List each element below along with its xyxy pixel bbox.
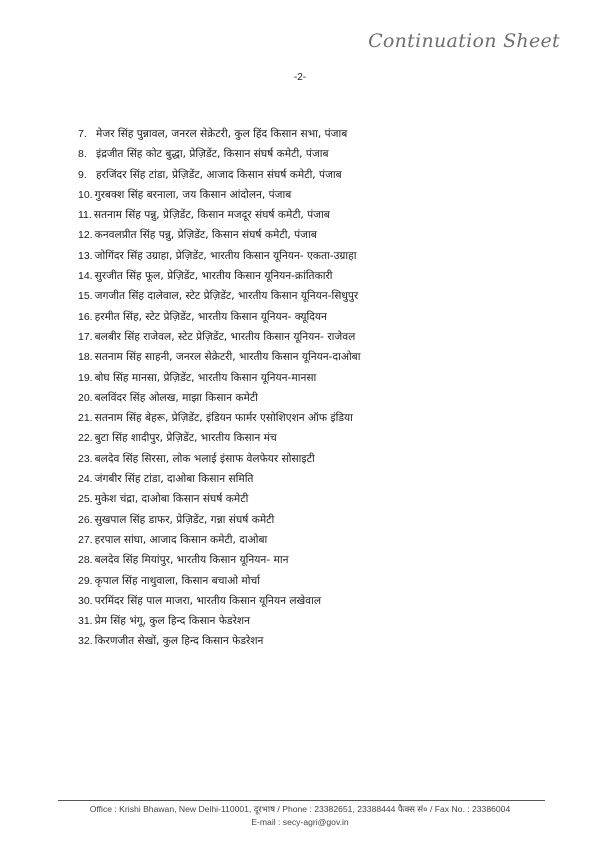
list-item-number: 28. bbox=[78, 554, 93, 567]
list-item-text: मुकेश चंद्रा, दाओबा किसान संघर्ष कमेटी bbox=[94, 493, 249, 506]
list-item-number: 30. bbox=[78, 594, 93, 607]
list-item-number: 26. bbox=[78, 513, 93, 526]
list-item bbox=[78, 368, 558, 388]
list-item-number: 29. bbox=[78, 574, 93, 587]
list-item-number: 9. bbox=[78, 168, 87, 181]
list-item-number: 18. bbox=[78, 351, 93, 364]
list-item-number: 31. bbox=[78, 615, 93, 628]
list-item-text: हरजिंदर सिंह टांडा, प्रेज़िडेंट, आजाद किसान संघर्ष कमेटी, पंजाब bbox=[96, 168, 342, 181]
list-item bbox=[78, 144, 558, 164]
list-item bbox=[78, 327, 558, 347]
list-item bbox=[78, 591, 558, 611]
list-item bbox=[78, 246, 558, 266]
footer-email-line: E-mail : secy-agri@gov.in bbox=[251, 817, 349, 827]
list-item bbox=[78, 124, 558, 144]
list-item bbox=[78, 489, 558, 509]
list-item bbox=[78, 225, 558, 245]
list-item-number: 23. bbox=[78, 452, 93, 465]
list-item bbox=[78, 449, 558, 469]
list-item-number: 11. bbox=[78, 209, 92, 222]
list-item-number: 15. bbox=[78, 290, 93, 303]
list-item-number: 16. bbox=[78, 310, 93, 323]
list-item-text: परमिंदर सिंह पाल माजरा, भारतीय किसान यूनियन लखेवाल bbox=[94, 594, 321, 607]
list-item-text: बलबीर सिंह राजेवल, स्टेट प्रेज़िडेंट, भारतीय किसान यूनियन- राजेवल bbox=[94, 330, 356, 343]
list-item-number: 22. bbox=[78, 432, 93, 445]
list-item bbox=[78, 347, 558, 367]
list-item bbox=[78, 185, 558, 205]
list-item-text: कृपाल सिंह नाथुवाला, किसान बचाओ मोर्चा bbox=[94, 574, 260, 587]
list-item-text: जगजीत सिंह दालेवाल, स्टेट प्रेज़िडेंट, भारतीय किसान यूनियन-सिधुपुर bbox=[94, 290, 359, 303]
list-item-text: जोगिंदर सिंह उग्राहा, प्रेज़िडेंट, भारतीय किसान यूनियन- एकता-उग्राहा bbox=[94, 249, 357, 262]
list-item-number: 32. bbox=[78, 635, 93, 648]
list-item-number: 13. bbox=[78, 249, 93, 262]
list-item-text: सतनाम सिंह साहनी, जनरल सेक्रेटरी, भारतीय किसान यूनियन-दाओबा bbox=[94, 351, 361, 364]
page-number: -2- bbox=[293, 72, 307, 83]
list-item-text: बलदेव सिंह मियांपुर, भारतीय किसान यूनियन- मान bbox=[94, 554, 289, 567]
list-item-text: सतनाम सिंह पन्नु, प्रेज़िडेंट, किसान मजदूर संघर्ष कमेटी, पंजाब bbox=[93, 209, 330, 222]
list-item-text: बलविंदर सिंह ओलख, माझा किसान कमेटी bbox=[94, 391, 258, 404]
list-item bbox=[78, 550, 558, 570]
footer bbox=[0, 803, 600, 829]
list-item-number: 19. bbox=[78, 371, 93, 384]
list-item-text: मेजर सिंह पुन्नावल, जनरल सेक्रेटरी, कुल हिंद किसान सभा, पंजाब bbox=[96, 128, 348, 140]
list-item bbox=[78, 165, 558, 185]
list-item-text: बलदेव सिंह सिरसा, लोक भलाई इंसाफ वेलफेयर सोसाइटी bbox=[94, 452, 315, 465]
list-item-number: 8. bbox=[78, 148, 87, 161]
list-item bbox=[78, 510, 558, 530]
list-item-text: सुरजीत सिंह फूल, प्रेज़िडेंट, भारतीय किसान यूनियन-क्रांतिकारी bbox=[94, 270, 333, 283]
list-item-number: 25. bbox=[78, 493, 93, 506]
list-item bbox=[78, 307, 558, 327]
footer-divider bbox=[58, 800, 545, 801]
list-item bbox=[78, 611, 558, 631]
list-item-text: बुटा सिंह शादीपुर, प्रेज़िडेंट, भारतीय किसान मंच bbox=[94, 432, 277, 445]
list-item bbox=[78, 286, 558, 306]
list-item-text: बोघ सिंह मानसा, प्रेज़िडेंट, भारतीय किसान यूनियन-मानसा bbox=[94, 371, 317, 384]
list-item bbox=[78, 408, 558, 428]
list-item-number: 12. bbox=[78, 229, 93, 242]
footer-address-line: Office : Krishi Bhawan, New Delhi-110001, दूरभाष / Phone : 23382651, 23388444 फैक्स सं० / Fax No. : 23386004 bbox=[89, 804, 511, 814]
list-item-text: किरणजीत सेखों, कुल हिन्द किसान फेडरेशन bbox=[94, 635, 264, 648]
continuation-sheet-label: Continuation Sheet bbox=[368, 30, 560, 52]
list-item-number: 10. bbox=[78, 188, 93, 201]
list-item bbox=[78, 571, 558, 591]
list-item-number: 21. bbox=[78, 412, 93, 425]
list-item-text: हरपाल सांघा, आजाद किसान कमेटी, दाओबा bbox=[94, 533, 268, 546]
list-item-number: 27. bbox=[78, 533, 93, 546]
list-item-text: सुखपाल सिंह डाफर, प्रेज़िडेंट, गन्ना संघर्ष कमेटी bbox=[94, 513, 275, 526]
list-item-text: गुरबक्श सिंह बरनाला, जय किसान आंदोलन, पंजाब bbox=[94, 188, 292, 201]
list-item-number: 24. bbox=[78, 473, 93, 486]
list-item-number: 17. bbox=[78, 330, 93, 343]
list-item bbox=[78, 388, 558, 408]
list-item-number: 20. bbox=[78, 391, 93, 404]
list-item-text: हरमीत सिंह, स्टेट प्रेज़िडेंट, भारतीय किसान यूनियन- क्यूदियन bbox=[94, 310, 327, 323]
list-item-number: 7. bbox=[78, 128, 87, 140]
list-item-text: जंगबीर सिंह टांडा, दाओबा किसान समिति bbox=[94, 473, 254, 486]
list-item-text: कनवलप्रीत सिंह पन्नु, प्रेज़िडेंट, किसान संघर्ष कमेटी, पंजाब bbox=[94, 229, 317, 242]
list-item-text: इंद्रजीत सिंह कोट बुद्धा, प्रेज़िडेंट, किसान संघर्ष कमेटी, पंजाब bbox=[96, 148, 329, 161]
list-item bbox=[78, 469, 558, 489]
list-item bbox=[78, 530, 558, 550]
list-item bbox=[78, 428, 558, 448]
list-item bbox=[78, 631, 558, 651]
list-item-text: सतनाम सिंह बेहरू, प्रेज़िडेंट, इंडियन फार्मर एसोशिएशन ऑफ इंडिया bbox=[94, 412, 353, 425]
list-item-number: 14. bbox=[78, 270, 93, 283]
member-list bbox=[78, 124, 558, 652]
list-item bbox=[78, 205, 558, 225]
list-item-text: प्रेम सिंह भंगू, कुल हिन्द किसान फेडरेशन bbox=[94, 615, 250, 628]
list-item bbox=[78, 266, 558, 286]
